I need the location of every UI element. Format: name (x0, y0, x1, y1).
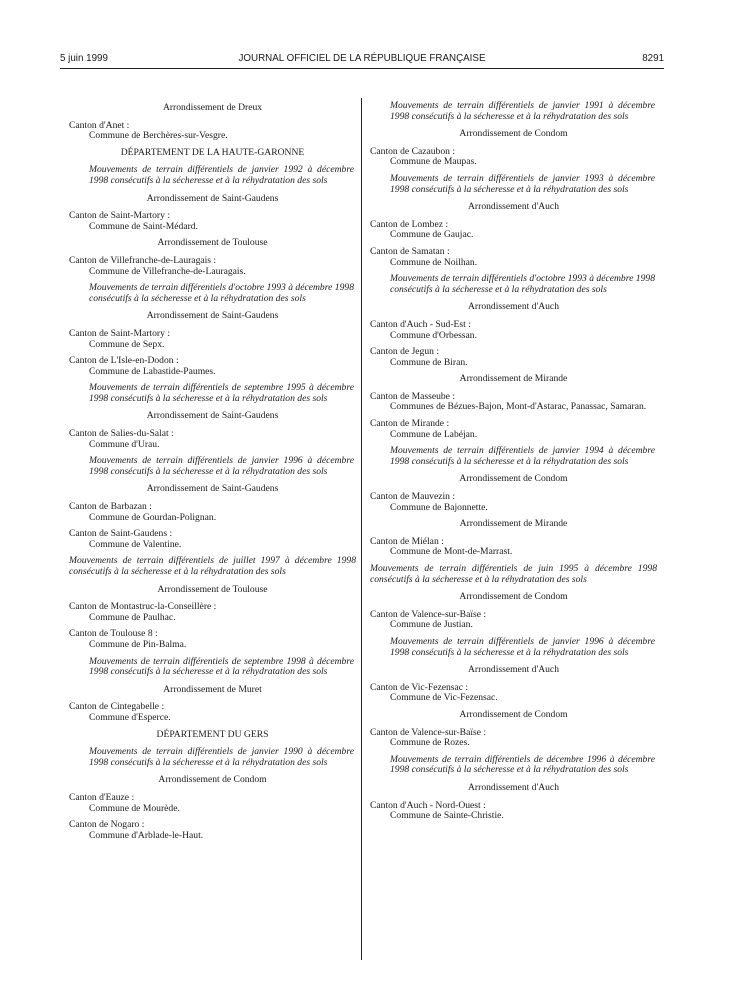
section-heading: Arrondissement de Condom (459, 128, 568, 140)
canton-entry (69, 820, 356, 841)
canton-entry (370, 492, 657, 513)
canton-name: Canton de Salies-du-Salat : (69, 428, 174, 440)
section-heading: Arrondissement de Saint-Gaudens (146, 483, 279, 495)
journal-title: JOURNAL OFFICIEL DE LA RÉPUBLIQUE FRANÇAISE (238, 53, 486, 64)
canton-name: Canton de Jegun : (370, 346, 440, 358)
canton-entry (370, 147, 657, 168)
canton-name: Canton de Masseube : (370, 390, 455, 402)
canton-name: Canton de Toulouse 8 : (69, 628, 158, 640)
section-heading: Arrondissement d'Auch (468, 664, 559, 676)
canton-entry (69, 793, 356, 814)
header-rule (60, 68, 664, 69)
publication-date: 5 juin 1999 (60, 53, 108, 64)
page-number: 8291 (642, 53, 664, 64)
canton-name: Canton de Nogaro : (69, 819, 145, 831)
canton-entry (370, 247, 657, 268)
section-heading: Arrondissement de Toulouse (157, 583, 268, 595)
mouvement-paragraph: Mouvements de terrain différentiels de janvier 1992 à décembre 1998 consécutifs à la sécheresse et à la réhydratation des sols (89, 164, 354, 186)
canton-entry (69, 502, 356, 523)
canton-entry (370, 392, 657, 413)
mouvement-paragraph: Mouvements de terrain différentiels de décembre 1996 à décembre 1998 consécutifs à la sécheresse et à la réhydratation des sols (390, 753, 655, 776)
section-heading: Arrondissement d'Auch (468, 301, 559, 313)
mouvement-paragraph: Mouvements de terrain différentiels de juillet 1997 à décembre 1998 consécutifs à la sécheresse et à la réhydratation des sols (69, 555, 356, 577)
section-heading: Arrondissement d'Auch (468, 781, 559, 793)
canton-entry (370, 801, 657, 822)
commune-name: Commune de Justian. (390, 619, 473, 631)
canton-name: Canton d'Eauze : (69, 791, 135, 803)
canton-name: Canton de Saint-Martory : (69, 210, 170, 222)
commune-name: Commune de Mont-de-Marrast. (390, 546, 513, 558)
mouvement-paragraph: Mouvements de terrain différentiels de janvier 1991 à décembre 1998 consécutifs à la sécheresse et à la réhydratation des sols (390, 100, 655, 122)
section-heading: DÉPARTEMENT DU GERS (156, 728, 269, 740)
commune-name: Communes de Bézues-Bajon, Mont-d'Astarac, Panassac, Samaran. (390, 401, 647, 413)
canton-entry (69, 356, 356, 377)
section-heading: Arrondissement de Mirande (459, 518, 568, 530)
mouvement-paragraph: Mouvements de terrain différentiels de septembre 1998 à décembre 1998 consécutifs à la sécheresse et à la réhydratation des sols (89, 655, 354, 678)
canton-name: Canton de Cintegabelle : (69, 701, 165, 713)
canton-name: Canton de Miélan : (370, 535, 444, 547)
section-heading: Arrondissement de Condom (158, 774, 267, 786)
commune-name: Commune de Sepx. (89, 338, 165, 350)
commune-name: Commune d'Urau. (89, 438, 160, 450)
canton-entry (69, 256, 356, 277)
canton-name: Canton de Saint-Gaudens : (69, 528, 173, 540)
canton-entry (370, 220, 657, 241)
canton-name: Canton de Mauvezin : (370, 491, 455, 503)
section-heading: Arrondissement de Saint-Gaudens (146, 410, 279, 422)
section-heading: Arrondissement de Toulouse (157, 237, 268, 249)
page-header (60, 54, 664, 68)
commune-name: Commune de Paulhac. (89, 611, 176, 623)
canton-name: Canton de Villefranche-de-Lauragais : (69, 254, 217, 266)
commune-name: Commune de Bajonnette. (390, 501, 488, 513)
canton-name: Canton d'Auch - Sud-Est : (370, 318, 471, 330)
commune-name: Commune de Pin-Balma. (89, 638, 187, 650)
mouvement-paragraph: Mouvements de terrain différentiels de janvier 1996 à décembre 1998 consécutifs à la sécheresse et à la réhydratation des sols (89, 455, 354, 477)
canton-name: Canton de Valence-sur-Baïse : (370, 726, 487, 738)
section-heading: Arrondissement de Saint-Gaudens (146, 310, 279, 322)
commune-name: Commune de Maupas. (390, 156, 477, 168)
canton-name: Canton de Cazaubon : (370, 145, 455, 157)
canton-entry (69, 211, 356, 232)
canton-entry (69, 629, 356, 650)
commune-name: Commune de Vic-Fezensac. (390, 692, 498, 704)
mouvement-paragraph: Mouvements de terrain différentiels de janvier 1990 à décembre 1998 consécutifs à la sécheresse et à la réhydratation des sols (89, 746, 354, 768)
canton-name: Canton de Samatan : (370, 245, 450, 257)
section-heading: Arrondissement de Condom (459, 473, 568, 485)
canton-entry (370, 537, 657, 558)
section-heading: Arrondissement de Mirande (459, 373, 568, 385)
canton-entry (370, 610, 657, 631)
commune-name: Commune de Labastide-Paumes. (89, 365, 216, 377)
canton-entry (69, 529, 356, 550)
right-column (370, 101, 657, 828)
canton-entry (69, 329, 356, 350)
mouvement-paragraph: Mouvements de terrain différentiels de septembre 1995 à décembre 1998 consécutifs à la sécheresse et à la réhydratation des sols (89, 382, 354, 404)
commune-name: Commune de Saint-Médard. (89, 220, 198, 232)
canton-name: Canton de L'Isle-en-Dodon : (69, 355, 179, 367)
commune-name: Commune de Gourdan-Polignan. (89, 511, 217, 523)
section-heading: Arrondissement d'Auch (468, 201, 559, 213)
canton-entry (69, 429, 356, 450)
column-divider (361, 98, 362, 960)
commune-name: Commune de Villefranche-de-Lauragais. (89, 265, 246, 277)
mouvement-paragraph: Mouvements de terrain différentiels de janvier 1996 à décembre 1998 consécutifs à la sécheresse et à la réhydratation des sols (390, 635, 655, 658)
mouvement-paragraph: Mouvements de terrain différentiels de juin 1995 à décembre 1998 consécutifs à la sécheresse et à la réhydratation des sols (370, 563, 657, 585)
canton-name: Canton de Lombez : (370, 218, 449, 230)
canton-name: Canton de Barbazan : (69, 501, 152, 513)
commune-name: Commune d'Orbessan. (390, 329, 477, 341)
canton-entry (370, 728, 657, 749)
commune-name: Commune de Labéjan. (390, 428, 478, 440)
commune-name: Commune de Noilhan. (390, 256, 478, 268)
section-heading: Arrondissement de Condom (459, 708, 568, 720)
canton-name: Canton d'Anet : (69, 119, 130, 131)
commune-name: Commune de Biran. (390, 356, 468, 368)
commune-name: Commune de Valentine. (89, 538, 182, 550)
canton-name: Canton de Mirande : (370, 418, 450, 430)
mouvement-paragraph: Mouvements de terrain différentiels de janvier 1993 à décembre 1998 consécutifs à la sécheresse et à la réhydratation des sols (390, 172, 655, 195)
section-heading: Arrondissement de Dreux (162, 102, 263, 113)
canton-name: Canton de Valence-sur-Baïse : (370, 608, 487, 620)
canton-name: Canton de Vic-Fezensac : (370, 681, 469, 693)
section-heading: Arrondissement de Saint-Gaudens (146, 192, 279, 204)
canton-entry (370, 683, 657, 704)
section-heading: DÉPARTEMENT DE LA HAUTE-GARONNE (120, 146, 305, 158)
canton-name: Canton d'Auch - Nord-Ouest : (370, 799, 486, 811)
canton-entry (370, 347, 657, 368)
mouvement-paragraph: Mouvements de terrain différentiels d'octobre 1993 à décembre 1998 consécutifs à la sécheresse et à la réhydratation des sols (390, 273, 655, 295)
mouvement-paragraph: Mouvements de terrain différentiels de janvier 1994 à décembre 1998 consécutifs à la sécheresse et à la réhydratation des sols (390, 445, 655, 467)
commune-name: Commune de Gaujac. (390, 229, 474, 241)
canton-entry (370, 320, 657, 341)
mouvement-paragraph: Mouvements de terrain différentiels d'octobre 1993 à décembre 1998 consécutifs à la sécheresse et à la réhydratation des sols (89, 282, 354, 304)
left-column (69, 103, 356, 847)
section-heading: Arrondissement de Muret (163, 683, 262, 695)
commune-name: Commune de Rozes. (390, 737, 470, 749)
section-heading: Arrondissement de Condom (459, 591, 568, 603)
canton-entry (69, 121, 356, 142)
commune-name: Commune de Mourède. (89, 802, 180, 814)
commune-name: Commune de Sainte-Christie. (390, 810, 504, 822)
canton-entry (69, 602, 356, 623)
canton-entry (69, 702, 356, 723)
commune-name: Commune d'Arblade-le-Haut. (89, 829, 204, 841)
canton-name: Canton de Montastruc-la-Conseillère : (69, 601, 217, 613)
commune-name: Commune de Berchères-sur-Vesgre. (89, 130, 228, 142)
canton-name: Canton de Saint-Martory : (69, 327, 170, 339)
commune-name: Commune d'Esperce. (89, 711, 171, 723)
canton-entry (370, 419, 657, 440)
